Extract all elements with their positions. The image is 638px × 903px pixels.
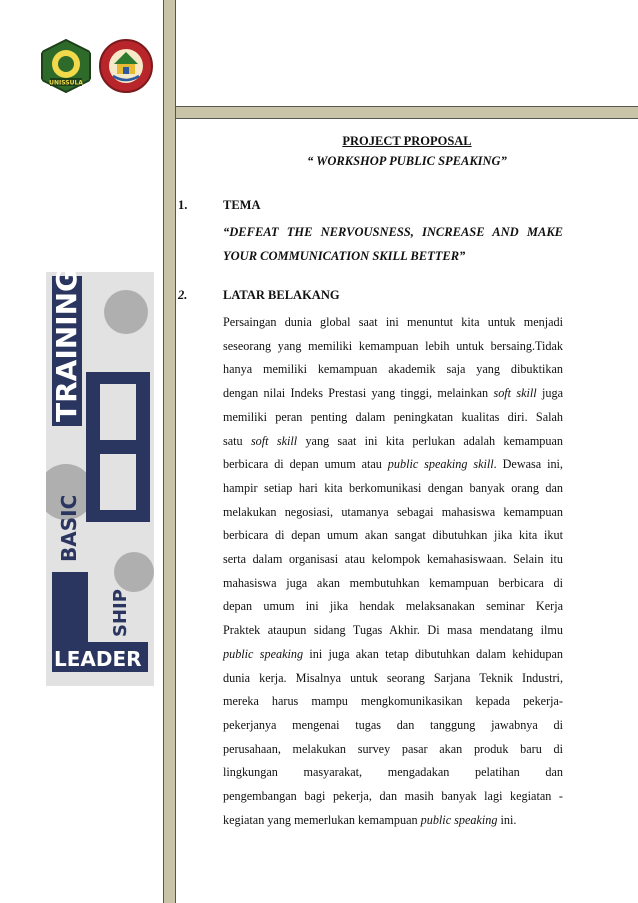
svg-text:UNISSULA: UNISSULA [49, 79, 83, 87]
paragraph-line: dengan nilai Indeks Prestasi yang tinggi, melainkan soft skill juga [223, 386, 564, 401]
section-2-heading: LATAR BELAKANG [223, 288, 340, 302]
side-word-ship: SHIP [110, 589, 131, 637]
section-1-heading: TEMA [223, 198, 261, 212]
paragraph-line: Persaingan dunia global saat ini menuntut kita untuk menjadi [223, 315, 563, 329]
paragraph-line: melakukan negosiasi, utamanya sebagai mahasiswa kemampuan [223, 504, 563, 519]
paragraph-line: seseorang yang memiliki kemampuan lebih untuk bersaing.Tidak [223, 338, 563, 353]
section-2-number: 2. [178, 288, 188, 302]
paragraph-line: perusahaan, melakukan survey pasar akan produk baru di [223, 741, 563, 756]
paragraph-line: hanya memiliki kemampuan akademik saja yang dibuktikan [223, 362, 563, 377]
organization-logo [98, 38, 154, 94]
paragraph-line: lingkungan masyarakat, mengadakan pelatihan dan [223, 765, 563, 780]
paragraph-line: public speaking ini juga akan tetap dibutuhkan dalam kehidupan [223, 646, 563, 661]
paragraph-line: dunia kerja. Misalnya untuk seorang Sarjana Teknik Industri, [223, 670, 563, 685]
paragraph-line: hampir setiap hari kita berkomunikasi dengan banyak orang dan [223, 480, 563, 495]
latar-belakang-paragraph [223, 311, 563, 832]
tema-text [223, 220, 563, 268]
paragraph-line: serta dalam organisasi atau kelompok kemahasiswaan. Selain itu [223, 552, 563, 567]
paragraph-line: depan umum ini jika hendak melaksanakan seminar Kerja [223, 599, 563, 614]
training-side-graphic [46, 272, 154, 686]
paragraph-line: satu soft skill yang saat ini kita perlukan adalah kemampuan [223, 433, 563, 448]
paragraph-line: mereka harus mampu mengkomunikasikan kepada pekerja- [223, 694, 563, 709]
paragraph-line: pekerjanya mengenai tugas dan tanggung jawabnya di [223, 717, 563, 732]
paragraph-line: pengembangan bagi pekerja, dan masih banyak lagi kegiatan - [223, 789, 563, 804]
paragraph-line: Praktek ataupun sidang Tugas Akhir. Di masa mendatang ilmu [223, 623, 563, 638]
tema-line: “DEFEAT THE NERVOUSNESS, INCREASE AND MAKE [223, 225, 563, 239]
paragraph-line: memiliki peran penting dalam peningkatan kualitas diri. Salah [223, 409, 563, 424]
side-word-leader: LEADER [54, 647, 142, 671]
unissula-logo [38, 38, 94, 94]
horizontal-border-bar [176, 106, 638, 119]
document-subtitle: “ WORKSHOP PUBLIC SPEAKING” [307, 154, 507, 168]
paragraph-line: berbicara di depan umum atau public speaking skill. Dewasa ini, [223, 457, 563, 472]
section-1-number: 1. [178, 198, 188, 212]
side-word-basic: BASIC [57, 494, 81, 562]
paragraph-line: berbicara di depan umum akan sangat dibutuhkan jika kita ikut [223, 528, 563, 543]
header-logos [38, 38, 158, 98]
side-word-training: TRAINING [50, 272, 83, 422]
tema-line: YOUR COMMUNICATION SKILL BETTER” [223, 249, 466, 263]
document-title: PROJECT PROPOSAL [342, 134, 472, 148]
paragraph-line: mahasiswa juga akan membutuhkan kemampuan berbicara di [223, 575, 563, 590]
vertical-border-bar [163, 0, 176, 903]
paragraph-line: kegiatan yang memerlukan kemampuan public speaking ini. [223, 812, 517, 827]
